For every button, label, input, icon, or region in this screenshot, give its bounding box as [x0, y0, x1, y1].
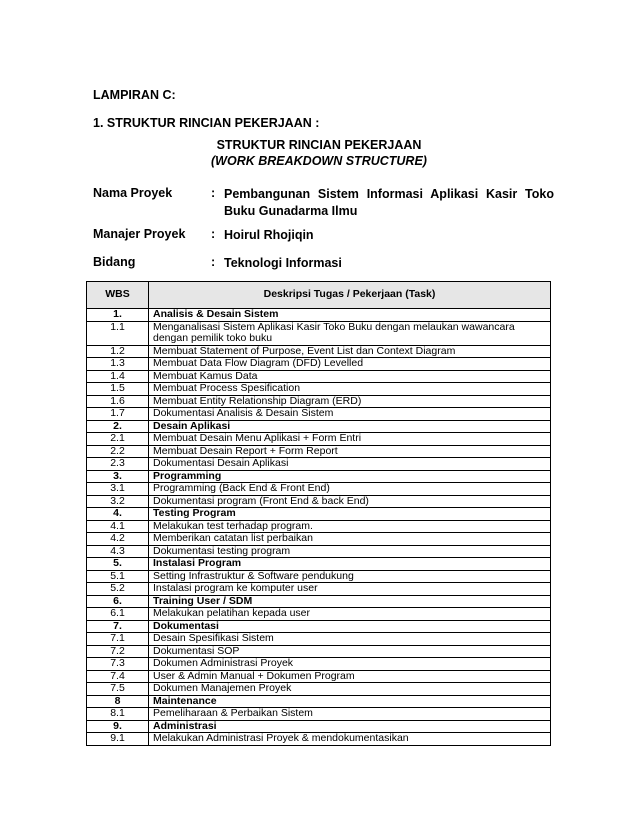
table-row [87, 583, 551, 596]
task-description-cell: Dokumentasi testing program [149, 545, 551, 558]
table-row [87, 708, 551, 721]
wbs-number-cell: 3.1 [87, 483, 149, 496]
table-row [87, 358, 551, 371]
task-description-cell: Administrasi [149, 720, 551, 733]
task-description-cell: Maintenance [149, 695, 551, 708]
wbs-number-cell: 7.5 [87, 683, 149, 696]
task-description-cell: Dokumen Manajemen Proyek [149, 683, 551, 696]
table-group-row [87, 720, 551, 733]
field-colon: : [211, 255, 216, 269]
table-row [87, 445, 551, 458]
task-description-cell: Dokumentasi SOP [149, 645, 551, 658]
wbs-number-cell: 5. [87, 558, 149, 571]
task-column-header: Deskripsi Tugas / Pekerjaan (Task) [149, 282, 551, 309]
table-row [87, 633, 551, 646]
project-manager-value: Hoirul Rhojiqin [224, 228, 314, 242]
wbs-number-cell: 1. [87, 309, 149, 322]
wbs-number-cell: 5.2 [87, 583, 149, 596]
section-heading: 1. STRUKTUR RINCIAN PEKERJAAN : [93, 116, 320, 130]
wbs-number-cell: 1.3 [87, 358, 149, 371]
wbs-number-cell: 6.1 [87, 608, 149, 621]
task-description-cell: Melakukan test terhadap program. [149, 520, 551, 533]
task-description-cell: Dokumentasi Desain Aplikasi [149, 458, 551, 471]
task-description-cell: Analisis & Desain Sistem [149, 309, 551, 322]
table-row [87, 645, 551, 658]
table-row [87, 383, 551, 396]
wbs-number-cell: 9. [87, 720, 149, 733]
table-group-row [87, 558, 551, 571]
table-row [87, 395, 551, 408]
task-description-cell: Testing Program [149, 508, 551, 521]
project-name-value: Pembangunan Sistem Informasi Aplikasi Kasir Toko Buku Gunadarma Ilmu [224, 187, 554, 218]
task-description-cell: Programming [149, 470, 551, 483]
table-group-row [87, 595, 551, 608]
task-description-cell: Dokumentasi program (Front End & back End) [149, 495, 551, 508]
table-group-row [87, 309, 551, 322]
task-description-cell: Membuat Process Spesification [149, 383, 551, 396]
wbs-table-body [87, 309, 551, 746]
project-name-row [93, 186, 553, 220]
wbs-number-cell: 7.3 [87, 658, 149, 671]
table-group-row [87, 470, 551, 483]
task-description-cell: Membuat Data Flow Diagram (DFD) Levelled [149, 358, 551, 371]
task-description-cell: Menganalisasi Sistem Aplikasi Kasir Toko Buku dengan melaukan wawancara dengan pemilik toko buku [149, 321, 551, 345]
wbs-number-cell: 1.5 [87, 383, 149, 396]
task-description-cell: Membuat Entity Relationship Diagram (ERD) [149, 395, 551, 408]
project-manager-row [93, 227, 553, 244]
task-description-cell: Membuat Kamus Data [149, 370, 551, 383]
task-description-cell: Membuat Desain Report + Form Report [149, 445, 551, 458]
table-row [87, 495, 551, 508]
wbs-number-cell: 3.2 [87, 495, 149, 508]
table-row [87, 408, 551, 421]
wbs-number-cell: 7.2 [87, 645, 149, 658]
wbs-number-cell: 4.1 [87, 520, 149, 533]
wbs-number-cell: 2.2 [87, 445, 149, 458]
document-title: STRUKTUR RINCIAN PEKERJAAN [216, 138, 422, 152]
task-description-cell: User & Admin Manual + Dokumen Program [149, 670, 551, 683]
table-row [87, 483, 551, 496]
task-description-cell: Membuat Desain Menu Aplikasi + Form Entri [149, 433, 551, 446]
task-description-cell: Instalasi program ke komputer user [149, 583, 551, 596]
wbs-number-cell: 1.4 [87, 370, 149, 383]
field-value: Teknologi Informasi [224, 256, 342, 270]
task-description-cell: Melakukan Administrasi Proyek & mendokumentasikan [149, 733, 551, 746]
table-row [87, 545, 551, 558]
wbs-number-cell: 3. [87, 470, 149, 483]
table-row [87, 733, 551, 746]
wbs-number-cell: 8.1 [87, 708, 149, 721]
table-row [87, 321, 551, 345]
table-row [87, 670, 551, 683]
task-description-cell: Dokumen Administrasi Proyek [149, 658, 551, 671]
project-name-label: Nama Proyek [93, 186, 173, 200]
table-row [87, 458, 551, 471]
wbs-number-cell: 6. [87, 595, 149, 608]
table-row [87, 658, 551, 671]
task-description-cell: Melakukan pelatihan kepada user [149, 608, 551, 621]
task-description-cell: Dokumentasi Analisis & Desain Sistem [149, 408, 551, 421]
table-group-row [87, 620, 551, 633]
wbs-table [86, 281, 551, 746]
wbs-number-cell: 1.7 [87, 408, 149, 421]
table-group-row [87, 695, 551, 708]
task-description-cell: Dokumentasi [149, 620, 551, 633]
wbs-number-cell: 7.1 [87, 633, 149, 646]
table-row [87, 570, 551, 583]
wbs-number-cell: 4.3 [87, 545, 149, 558]
task-description-cell: Membuat Statement of Purpose, Event List dan Context Diagram [149, 345, 551, 358]
project-manager-label: Manajer Proyek [93, 227, 186, 241]
task-description-cell: Training User / SDM [149, 595, 551, 608]
wbs-number-cell: 8 [87, 695, 149, 708]
table-row [87, 345, 551, 358]
table-row [87, 370, 551, 383]
wbs-number-cell: 2.1 [87, 433, 149, 446]
wbs-number-cell: 1.2 [87, 345, 149, 358]
wbs-column-header: WBS [87, 282, 149, 309]
field-row [93, 255, 553, 272]
wbs-number-cell: 1.6 [87, 395, 149, 408]
project-manager-colon: : [211, 227, 216, 241]
project-name-colon: : [211, 186, 216, 200]
wbs-number-cell: 4.2 [87, 533, 149, 546]
table-row [87, 433, 551, 446]
task-description-cell: Desain Spesifikasi Sistem [149, 633, 551, 646]
task-description-cell: Programming (Back End & Front End) [149, 483, 551, 496]
field-label: Bidang [93, 255, 136, 269]
table-row [87, 520, 551, 533]
wbs-number-cell: 9.1 [87, 733, 149, 746]
wbs-number-cell: 7.4 [87, 670, 149, 683]
table-group-row [87, 420, 551, 433]
table-group-row [87, 508, 551, 521]
table-header-row [87, 282, 551, 309]
wbs-number-cell: 4. [87, 508, 149, 521]
task-description-cell: Desain Aplikasi [149, 420, 551, 433]
appendix-label: LAMPIRAN C: [93, 88, 176, 102]
task-description-cell: Pemeliharaan & Perbaikan Sistem [149, 708, 551, 721]
wbs-number-cell: 2.3 [87, 458, 149, 471]
wbs-number-cell: 5.1 [87, 570, 149, 583]
wbs-number-cell: 1.1 [87, 321, 149, 345]
table-row [87, 683, 551, 696]
table-row [87, 533, 551, 546]
table-row [87, 608, 551, 621]
task-description-cell: Memberikan catatan list perbaikan [149, 533, 551, 546]
task-description-cell: Instalasi Program [149, 558, 551, 571]
wbs-number-cell: 7. [87, 620, 149, 633]
task-description-cell: Setting Infrastruktur & Software pendukung [149, 570, 551, 583]
wbs-number-cell: 2. [87, 420, 149, 433]
document-subtitle: (WORK BREAKDOWN STRUCTURE) [211, 154, 427, 168]
